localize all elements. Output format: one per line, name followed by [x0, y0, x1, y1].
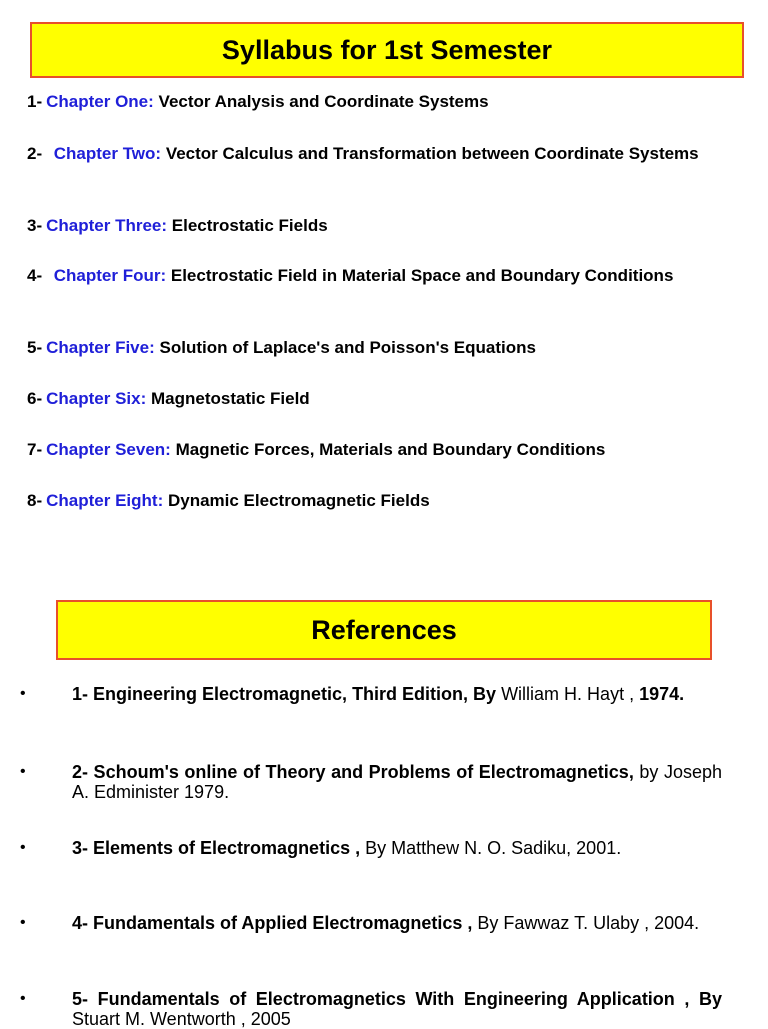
- chapter-item: [27, 440, 605, 460]
- chapter-item: [27, 491, 430, 511]
- chapter-name: Chapter Seven:: [46, 440, 171, 459]
- bullet-icon: •: [20, 763, 26, 780]
- chapter-item: [27, 216, 328, 236]
- reference-author: William H. Hayt ,: [496, 684, 635, 704]
- chapter-name: Chapter Two:: [53, 144, 162, 163]
- chapter-topic: Solution of Laplace's and Poisson's Equations: [159, 338, 536, 357]
- reference-title: 2- Schoum's online of Theory and Problems of Electromagnetics,: [72, 762, 634, 782]
- chapter-number: 2-: [27, 144, 43, 163]
- chapter-item: [27, 389, 310, 409]
- reference-item: [20, 989, 722, 1029]
- chapter-item: [27, 144, 768, 164]
- reference-item: [20, 684, 722, 704]
- chapter-number: 5-: [27, 338, 43, 357]
- chapter-number: 6-: [27, 389, 43, 408]
- chapter-number: 4-: [27, 266, 43, 285]
- chapter-topic: Dynamic Electromagnetic Fields: [167, 491, 430, 510]
- chapter-number: 3-: [27, 216, 43, 235]
- reference-item: [20, 913, 722, 933]
- chapter-name: Chapter Four:: [53, 266, 167, 285]
- reference-author: By Matthew N. O. Sadiku, 2001.: [360, 838, 622, 858]
- chapter-number: 1-: [27, 92, 43, 111]
- chapter-topic: Magnetostatic Field: [151, 389, 310, 408]
- reference-title: 4- Fundamentals of Applied Electromagnetics ,: [72, 913, 473, 933]
- reference-item: [20, 762, 722, 802]
- chapter-topic: Electrostatic Fields: [171, 216, 328, 235]
- reference-title: 1- Engineering Electromagnetic, Third Edition, By: [72, 684, 497, 704]
- reference-title: 3- Elements of Electromagnetics ,: [72, 838, 361, 858]
- chapter-name: Chapter One:: [46, 92, 154, 111]
- chapter-name: Chapter Six:: [46, 389, 147, 408]
- chapter-number: 7-: [27, 440, 43, 459]
- chapter-item: [27, 92, 489, 112]
- chapter-item: [27, 338, 536, 358]
- chapter-topic: Vector Calculus and Transformation between Coordinate Systems: [165, 144, 699, 163]
- chapter-topic: Vector Analysis and Coordinate Systems: [158, 92, 489, 111]
- bullet-icon: •: [20, 914, 26, 931]
- reference-item: [20, 838, 722, 858]
- bullet-icon: •: [20, 990, 26, 1007]
- chapter-number: 8-: [27, 491, 43, 510]
- chapter-name: Chapter Eight:: [46, 491, 164, 510]
- syllabus-title-box: [30, 22, 744, 78]
- reference-title: 5- Fundamentals of Electromagnetics With Engineering Application , By: [72, 989, 722, 1009]
- references-title-box: [56, 600, 712, 660]
- reference-author: by Joseph A. Edminister 1979.: [72, 762, 722, 802]
- chapter-item: [27, 266, 768, 286]
- syllabus-title: Syllabus for 1st Semester: [221, 34, 553, 65]
- chapter-topic: Electrostatic Field in Material Space and Boundary Conditions: [170, 266, 674, 285]
- reference-author: Stuart M. Wentworth , 2005: [72, 1009, 291, 1029]
- chapter-name: Chapter Five:: [46, 338, 155, 357]
- bullet-icon: •: [20, 685, 26, 702]
- reference-year: 1974.: [634, 684, 685, 704]
- references-title: References: [311, 614, 457, 645]
- chapter-name: Chapter Three:: [46, 216, 168, 235]
- reference-author: By Fawwaz T. Ulaby , 2004.: [472, 913, 700, 933]
- bullet-icon: •: [20, 839, 26, 856]
- chapter-topic: Magnetic Forces, Materials and Boundary Conditions: [175, 440, 606, 459]
